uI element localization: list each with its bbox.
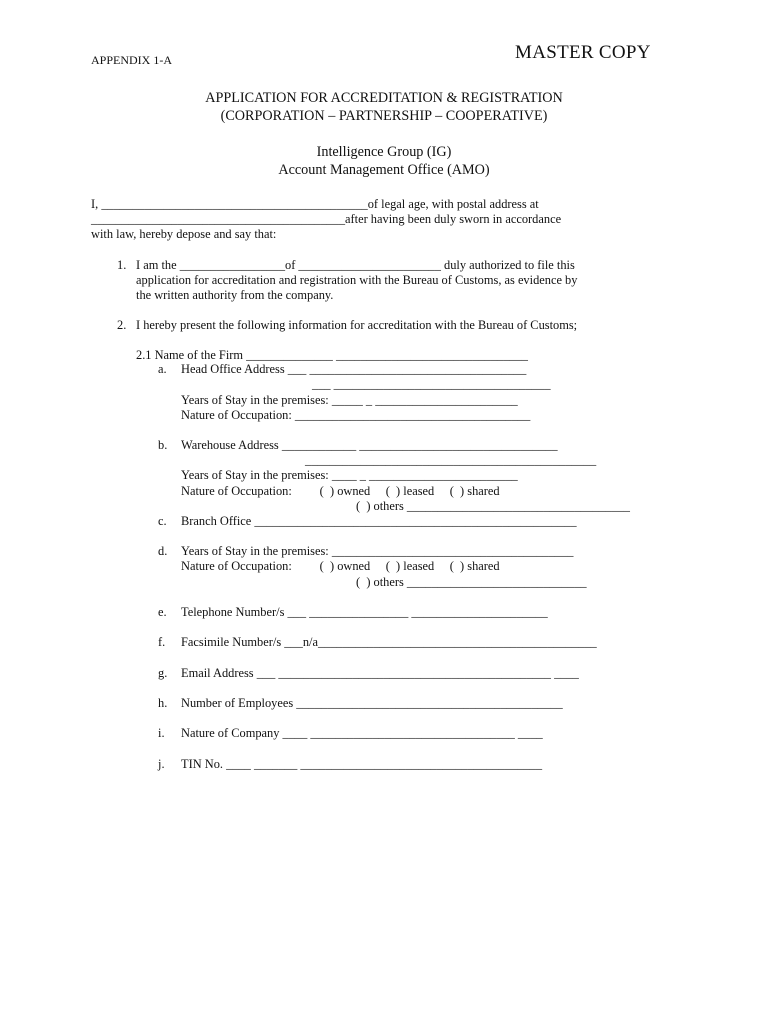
item-b-label: b.: [158, 438, 168, 452]
form-title-line2: (CORPORATION – PARTNERSHIP – COOPERATIVE): [220, 108, 548, 124]
item-a-label: a.: [158, 362, 167, 376]
form-title-line1: APPLICATION FOR ACCREDITATION & REGISTRATION: [205, 90, 563, 106]
employees-field: Number of Employees ___________________________________________: [181, 696, 563, 710]
tin-field: TIN No. ____ _______ _______________________________________: [181, 757, 543, 771]
appendix-label: APPENDIX 1-A: [91, 53, 172, 67]
item1-line1: I am the _________________of _______________________ duly authorized to file this: [136, 258, 575, 272]
warehouse-address-field: Warehouse Address ____________ ________________________________: [181, 438, 558, 452]
branch-years-field: Years of Stay in the premises: _______________________________________: [181, 544, 574, 558]
intro-line1: I, ___________________________________________of legal age, with postal address at: [91, 197, 539, 211]
item1-line2: application for accreditation and registration with the Bureau of Customs, as evidence by: [136, 273, 578, 287]
branch-office-field: Branch Office ____________________________________________________: [181, 514, 577, 528]
telephone-field: Telephone Number/s ___ ________________ ______________________: [181, 605, 548, 619]
head-office-address-field: Head Office Address ___ ___________________________________: [181, 362, 527, 376]
master-copy-label: MASTER COPY: [515, 42, 651, 63]
item2-number: 2.: [117, 318, 127, 332]
branch-occupation-options: Nature of Occupation: ( ) owned ( ) leased ( ) shared: [181, 559, 500, 573]
branch-others-field: ( ) others _____________________________: [356, 575, 587, 589]
warehouse-address-line2: _______________________________________________: [305, 453, 597, 467]
item2-text: I hereby present the following information for accreditation with the Bureau of Customs;: [136, 318, 578, 332]
office-name: Account Management Office (AMO): [278, 162, 490, 178]
item-j-label: j.: [158, 757, 165, 771]
head-office-address-line2: ___ ___________________________________: [312, 377, 551, 391]
head-office-occupation-field: Nature of Occupation: ______________________________________: [181, 408, 531, 422]
item1-line3: the written authority from the company.: [136, 288, 334, 302]
warehouse-others-field: ( ) others ____________________________________: [356, 499, 630, 513]
item-e-label: e.: [158, 605, 167, 619]
warehouse-years-field: Years of Stay in the premises: ____ _ ________________________: [181, 468, 518, 482]
intro-line3: with law, hereby depose and say that:: [91, 227, 277, 241]
head-office-years-field: Years of Stay in the premises: _____ _ _______________________: [181, 393, 518, 407]
item1-number: 1.: [117, 258, 127, 272]
company-nature-field: Nature of Company ____ _________________________________ ____: [181, 726, 543, 740]
item-i-label: i.: [158, 726, 165, 740]
email-field: Email Address ___ ____________________________________________ ____: [181, 666, 579, 680]
item-h-label: h.: [158, 696, 168, 710]
item-c-label: c.: [158, 514, 167, 528]
item-d-label: d.: [158, 544, 168, 558]
org-name: Intelligence Group (IG): [316, 144, 452, 160]
firm-name-field: 2.1 Name of the Firm ______________ _______________________________: [136, 348, 529, 362]
item-f-label: f.: [158, 635, 166, 649]
facsimile-field: Facsimile Number/s ___n/a_____________________________________________: [181, 635, 597, 649]
item-g-label: g.: [158, 666, 168, 680]
intro-line2: _________________________________________after having been duly sworn in accordance: [91, 212, 562, 226]
warehouse-occupation-options: Nature of Occupation: ( ) owned ( ) leased ( ) shared: [181, 484, 500, 498]
